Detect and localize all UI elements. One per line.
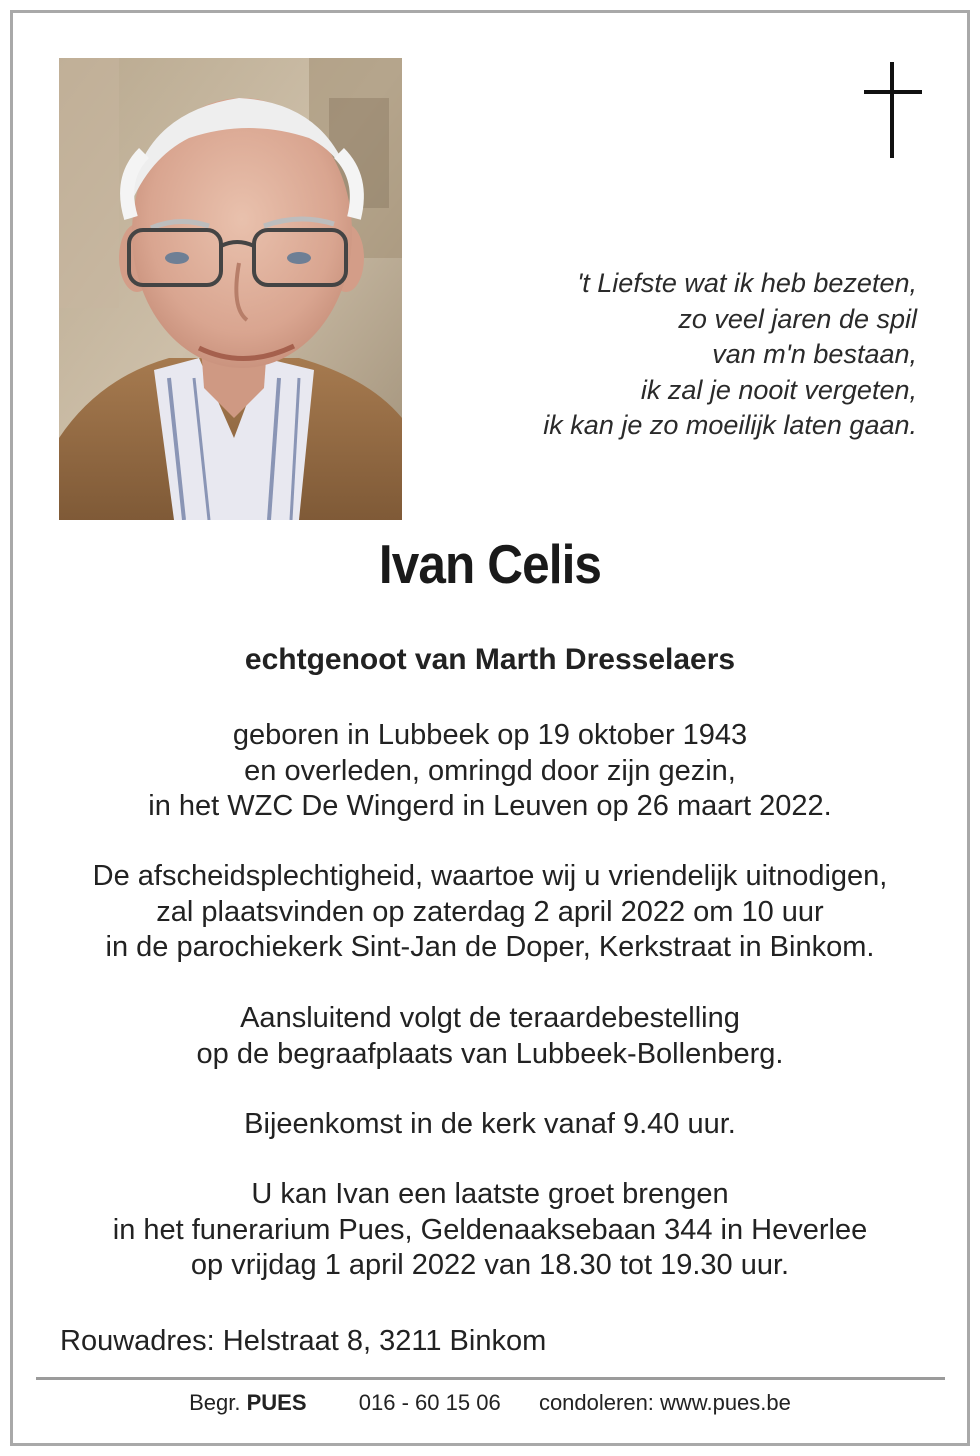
paragraph-line: zal plaatsvinden op zaterdag 2 april 2022 om 10 uur (156, 895, 824, 928)
undertaker-prefix: Begr. (189, 1390, 241, 1415)
poem (397, 266, 917, 444)
gathering-paragraph (0, 1107, 980, 1143)
paragraph-line: Bijeenkomst in de kerk vanaf 9.40 uur. (244, 1108, 736, 1140)
ceremony-paragraph (0, 859, 980, 966)
latin-cross-icon (864, 62, 922, 158)
paragraph-line: De afscheidsplechtigheid, waartoe wij u vriendelijk uitnodigen, (92, 860, 888, 892)
birth-death-paragraph (0, 718, 980, 825)
deceased-name: Ivan Celis (378, 533, 602, 595)
footer (0, 1390, 980, 1416)
poem-line: ik kan je zo moeilijk laten gaan. (543, 410, 917, 440)
paragraph-line: Aansluitend volgt de teraardebestelling (240, 1002, 740, 1034)
mourning-address: Rouwadres: Helstraat 8, 3211 Binkom (60, 1325, 547, 1357)
spouse-line: echtgenoot van Marth Dresselaers (244, 643, 736, 676)
poem-line: zo veel jaren de spil (678, 303, 917, 334)
paragraph-line: in het funerarium Pues, Geldenaaksebaan 344 in Heverlee (112, 1213, 868, 1246)
poem-line: van m'n bestaan, (712, 339, 917, 369)
paragraph-line: geboren in Lubbeek op 19 oktober 1943 (232, 719, 748, 751)
paragraph-line: op vrijdag 1 april 2022 van 18.30 tot 19.30 uur. (190, 1249, 790, 1281)
undertaker-phone: 016 - 60 15 06 (358, 1390, 501, 1415)
paragraph-line: en overleden, omringd door zijn gezin, (244, 754, 736, 787)
footer-divider (36, 1377, 945, 1380)
burial-paragraph (0, 1001, 980, 1072)
paragraph-line: op de begraafplaats van Lubbeek-Bollenberg. (196, 1037, 784, 1070)
undertaker-name: PUES (246, 1390, 307, 1415)
paragraph-line: in het WZC De Wingerd in Leuven op 26 maart 2022. (148, 790, 832, 822)
visitation-paragraph (0, 1177, 980, 1284)
portrait-photo (59, 58, 402, 520)
poem-line: ik zal je nooit vergeten, (640, 374, 917, 405)
poem-line: 't Liefste wat ik heb bezeten, (577, 268, 917, 298)
paragraph-line: U kan Ivan een laatste groet brengen (251, 1178, 729, 1210)
condolence-link[interactable]: condoleren: www.pues.be (538, 1390, 791, 1415)
paragraph-line: in de parochiekerk Sint-Jan de Doper, Kerkstraat in Binkom. (105, 931, 875, 963)
